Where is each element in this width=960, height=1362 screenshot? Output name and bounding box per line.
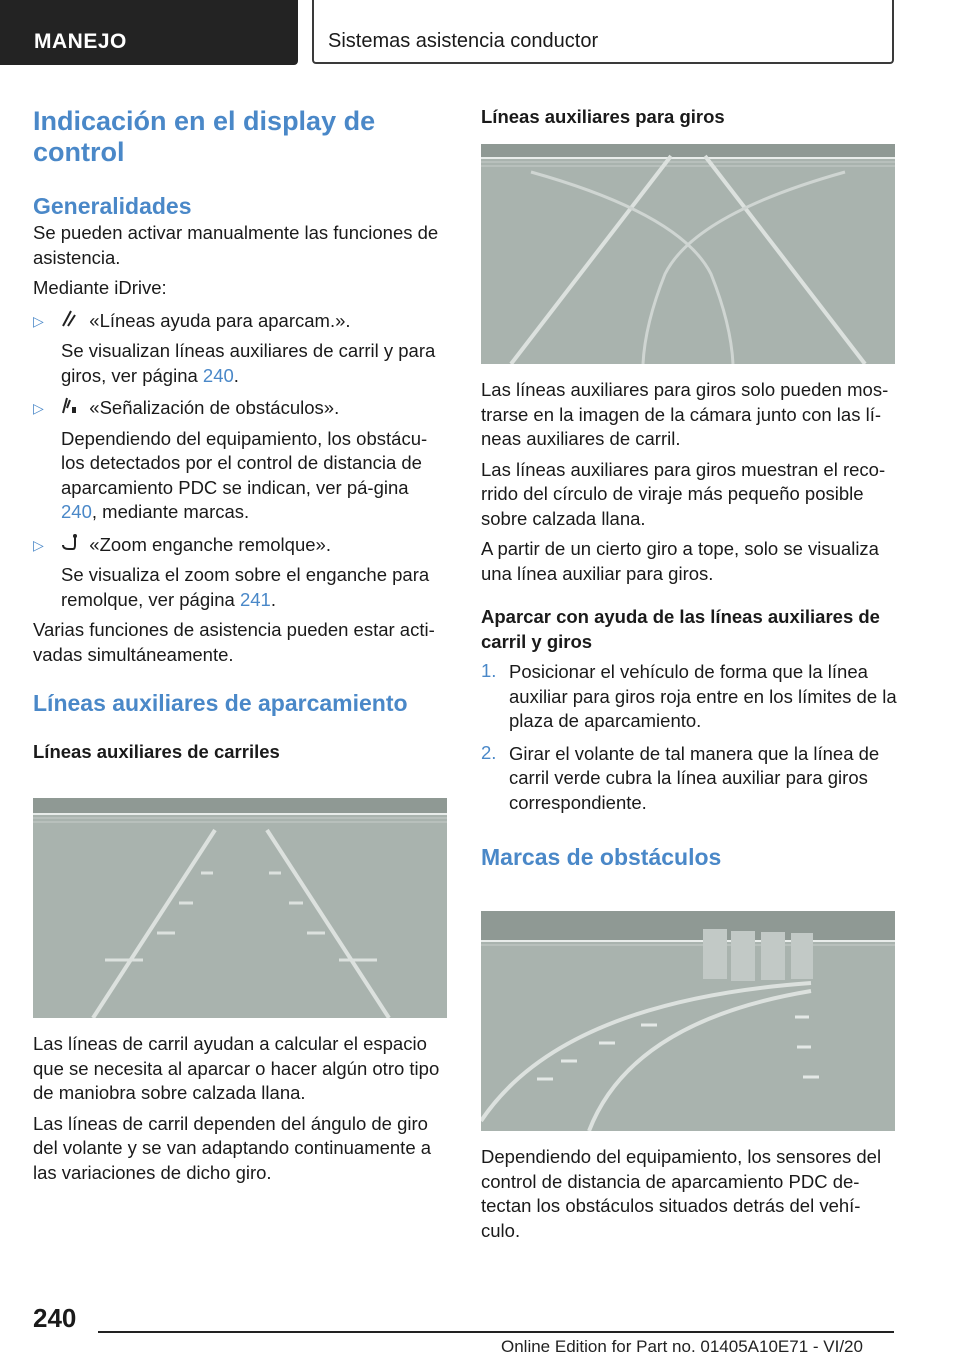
header-title: Sistemas asistencia conductor	[328, 30, 599, 52]
heading-parking-with-lines: Aparcar con ayuda de las líneas auxiliares de carril y giros	[481, 606, 880, 652]
list-item	[33, 309, 447, 389]
obstacle-marks-image	[481, 911, 895, 1131]
item-desc: Se visualizan líneas auxiliares de carril y para giros, ver página	[61, 340, 436, 386]
paragraph: A partir de un cierto giro a tope, solo se visualiza una línea auxiliar para giros.	[481, 538, 879, 584]
item-desc: Se visualiza el zoom sobre el enganche para remolque, ver página	[61, 564, 430, 610]
header-section-tab	[0, 0, 298, 65]
heading-turn-lines: Líneas auxiliares para giros	[481, 106, 725, 127]
header-title-box	[312, 0, 894, 64]
step-text: Posicionar el vehículo de forma que la línea auxiliar para giros roja entre en los límites de la plaza de aparcamiento.	[509, 661, 897, 731]
list-item	[33, 533, 447, 613]
lane-lines-image	[33, 798, 447, 1018]
step-number: 2.	[481, 741, 497, 763]
left-column	[33, 106, 447, 764]
paragraph: Las líneas auxiliares para giros solo pueden mos-trarse en la imagen de la cámara junto con las lí-neas auxiliares de carril.	[481, 379, 889, 449]
item-desc-end: , mediante marcas.	[91, 501, 250, 522]
item-desc-end: .	[270, 588, 276, 610]
step-number: 1.	[481, 660, 497, 681]
paragraph: Las líneas de carril dependen del ángulo de giro del volante y se van adaptando continuamente a las variaciones de dicho giro.	[33, 1112, 432, 1183]
footer-edition: Online Edition for Part no. 01405A10E71 - VI/20	[501, 1337, 863, 1356]
item-desc: Dependiendo del equipamiento, los obstácu-los detectados por el control de distancia de aparcamiento PDC se indican, ver pá-gina	[61, 427, 428, 498]
right-column	[481, 104, 895, 129]
paragraph: Se pueden activar manualmente las funciones de asistencia.	[33, 222, 439, 268]
heading-parking-lines: Líneas auxiliares de aparcamiento	[33, 690, 408, 716]
item-label: «Zoom enganche remolque».	[89, 533, 331, 555]
item-label: «Líneas ayuda para aparcam.».	[89, 309, 351, 331]
paragraph: Mediante iDrive:	[33, 277, 167, 298]
right-column-bottom	[481, 1145, 897, 1243]
triangle-bullet-icon: ▷	[33, 400, 44, 416]
tow-hitch-icon	[61, 533, 79, 558]
page-ref-link[interactable]: 240	[202, 364, 234, 386]
list-item	[481, 742, 897, 816]
paragraph: Las líneas de carril ayudan a calcular el espacio que se necesita al aparcar o hacer algún otro tipo de maniobra sobre calzada llana.	[33, 1033, 440, 1103]
paragraph: Las líneas auxiliares para giros muestran el reco-rrido del círculo de viraje más pequeño posible sobre calzada llana.	[481, 458, 886, 529]
item-label: «Señalización de obstáculos».	[89, 397, 340, 418]
footer-rule	[98, 1331, 894, 1333]
triangle-bullet-icon: ▷	[33, 536, 44, 553]
right-column-middle	[481, 378, 897, 871]
header-section: MANEJO	[34, 30, 127, 53]
heading-obstacle-marks: Marcas de obstáculos	[481, 844, 722, 870]
parking-lines-icon	[61, 309, 79, 334]
page-ref-link[interactable]: 241	[239, 588, 271, 610]
list-item	[481, 660, 897, 734]
paragraph: Varias funciones de asistencia pueden estar acti-vadas simultáneamente.	[33, 619, 435, 665]
page-title: Indicación en el display de control	[33, 106, 376, 167]
obstacle-marking-icon	[61, 396, 79, 421]
list-item	[33, 396, 447, 525]
paragraph: Dependiendo del equipamiento, los sensores del control de distancia de aparcamiento PDC de-tectan los obstáculos situados detrás del vehí-culo.	[481, 1146, 882, 1241]
page-number: 240	[33, 1303, 77, 1333]
page-ref-link[interactable]: 240	[61, 501, 92, 522]
triangle-bullet-icon: ▷	[33, 312, 44, 329]
heading-general: Generalidades	[33, 193, 192, 219]
step-text: Girar el volante de tal manera que la línea de carril verde cubra la línea auxiliar para giros correspondiente.	[509, 742, 880, 813]
left-column-bottom	[33, 1032, 449, 1185]
item-desc-end: .	[233, 364, 239, 386]
turn-lines-image	[481, 144, 895, 364]
heading-lane-lines: Líneas auxiliares de carriles	[33, 741, 280, 762]
